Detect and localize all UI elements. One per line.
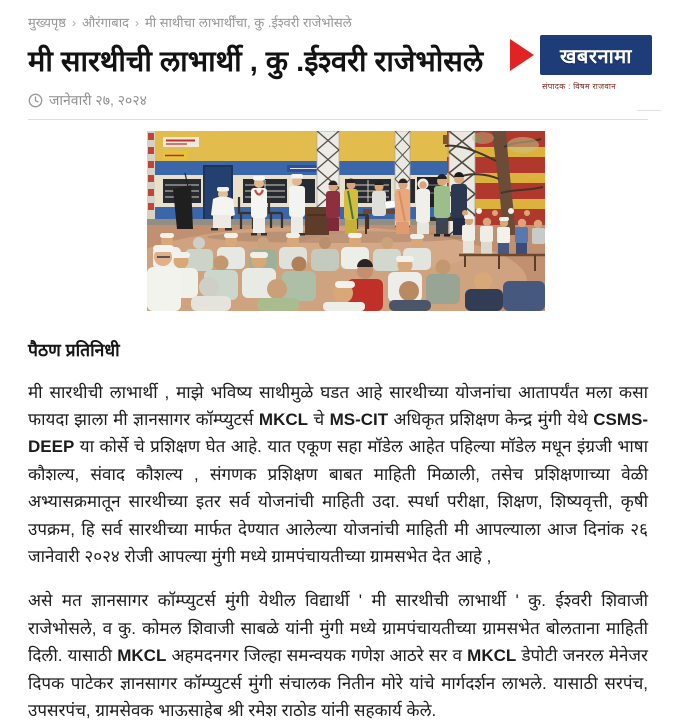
logo-title: खबरनामा [540, 35, 652, 75]
breadcrumb-current-page: मी साथीचा लाभार्थींचा, कु .ईश्वरी राजेभोसले [144, 15, 352, 30]
header-divider [28, 119, 648, 120]
decorative-divider [637, 110, 661, 111]
logo-arrow-icon [506, 35, 540, 75]
breadcrumb [28, 15, 508, 31]
clock-icon [28, 93, 43, 108]
page-title: मी सारथीची लाभार्थी , कु .ईश्वरी राजेभोसले [28, 46, 484, 79]
publish-date: जानेवारी २७, २०२४ [49, 91, 147, 108]
article-paragraph: असे मत ज्ञानसागर कॉम्प्युटर्स मुंगी येथील विद्यार्थी ' मी सारथीची लाभार्थी ' कु. ईश्वरी शिवाजी राजेभोसले, व कु. कोमल शिवाजी साबळे यांनी मुंगी मध्ये ग्रामपंचायतीच्या ग्रामसभेत बोलताना माहिती दिली. यासाठी MKCL अहमदनगर जिल्हा समन्वयक गणेश आठरे सर व MKCL डेपोटी जनरल मेनेजर दिपक पाटेकर ज्ञानसागर कॉम्प्युटर्स मुंगी संचालक नितीन मोरे यांचे मार्गदर्शन लाभले. यासाठी सरपंच, उपसरपंच, ग्रामसेवक भाऊसाहेब श्री रमेश राठोड यांनी सहकार्य केले. [28, 591, 648, 720]
breadcrumb-separator: › [134, 15, 139, 30]
reporter-byline: पैठण प्रतिनिधी [28, 339, 120, 360]
article-photo [147, 131, 545, 311]
breadcrumb-category[interactable]: औरंगाबाद [81, 15, 129, 30]
publish-date-row [28, 91, 648, 110]
article-paragraph: मी सारथीची लाभार्थी , माझे भविष्य साथीमुळे घडत आहे सारथीच्या योजनांचा आतापर्यंत मला कसा फायदा झाला मी ज्ञानसागर कॉम्प्युटर्स MKCL चे MS-CIT अधिकृत प्रशिक्षण केन्द्र मुंगी येथे CSMS-DEEP या कोर्से चे प्रशिक्षण घेत आहे. यात एकूण सहा मॉडेल आहेत पहिल्या मॉडेल मधून इंग्रजी भाषा कौशल्य, संवाद कौशल्य , संगणक प्रशिक्षण बाबत माहिती मिळाली, तसेच प्रशिक्षणाच्या वेळी अभ्यासक्रमातून सारथीच्या इतर सर्व योजनांची माहिती उदा. स्पर्धा परीक्षा, शिक्षण, शिष्यवृत्ती, कृषी उपक्रम, हि सर्व सारथीच्या मार्फत देण्यात आलेल्या योजनांची माहिती मी आपल्याला आज दिनांक २६ जानेवारी २०२४ रोजी आपल्या मुंगी मध्ये ग्रामपंचायतीच्या ग्रामसभेत देत आहे , [28, 382, 648, 566]
logo-tagline: संपादक : विषम राजवान [542, 82, 616, 91]
site-logo[interactable] [506, 35, 652, 92]
breadcrumb-separator: › [71, 15, 76, 30]
logo-badge [506, 35, 652, 75]
breadcrumb-home[interactable]: मुख्यपृष्ठ [28, 15, 66, 30]
